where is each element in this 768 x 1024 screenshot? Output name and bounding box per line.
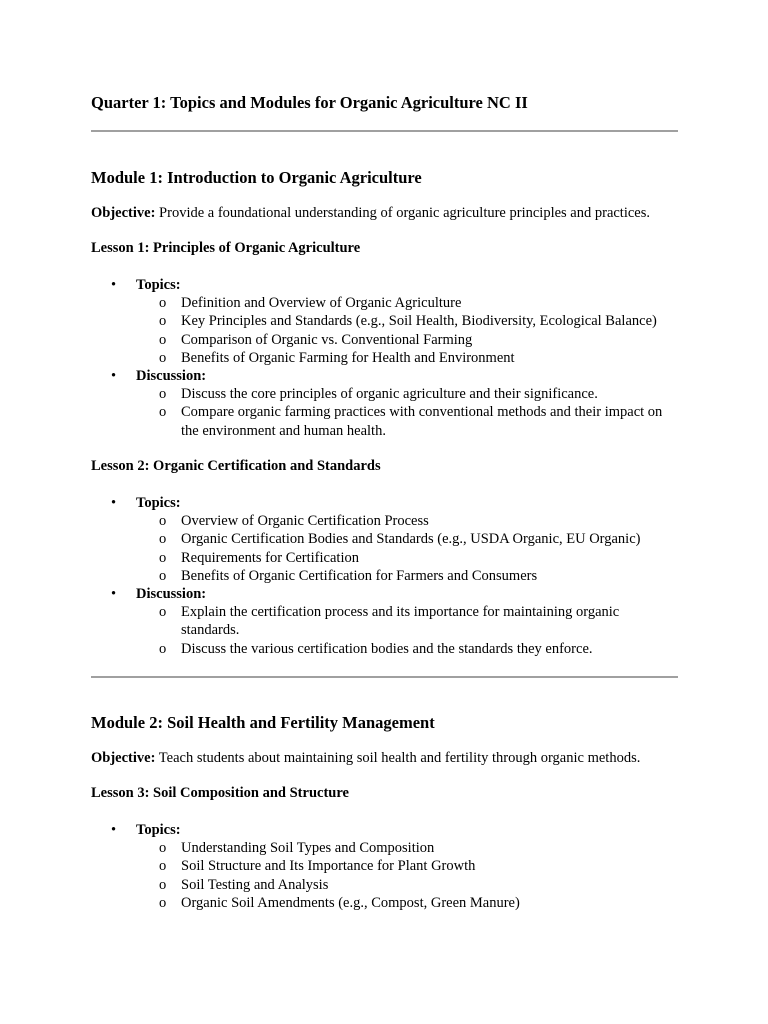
divider: [91, 676, 678, 678]
bullet-icon: •: [111, 495, 117, 511]
list-item: o Explain the certification process and its importance for maintaining organic standards.: [159, 604, 620, 639]
list-item: o Requirements for Certification: [159, 549, 359, 566]
topics-label: • Topics:: [111, 822, 181, 838]
lesson-list: [91, 494, 691, 658]
discussion-label: • Discussion:: [111, 586, 207, 602]
sub-bullet-icon: o: [159, 549, 167, 566]
sub-bullet-icon: o: [159, 331, 167, 348]
lesson-title: Lesson 1: Principles of Organic Agriculture: [91, 240, 361, 256]
list-item: o Compare organic farming practices with conventional methods and their impact on the environment and human health.: [159, 404, 663, 439]
sub-bullet-icon: o: [159, 876, 167, 893]
bullet-icon: •: [111, 277, 117, 293]
sub-bullet-icon: o: [159, 386, 167, 403]
bullet-icon: •: [111, 368, 117, 384]
list-item: o Discuss the various certification bodies and the standards they enforce.: [159, 640, 593, 657]
objective-label: Objective:: [91, 205, 156, 221]
list-item: o Overview of Organic Certification Process: [159, 513, 429, 530]
module-title: Module 1: Introduction to Organic Agriculture: [91, 168, 422, 187]
objective-text: Provide a foundational understanding of organic agriculture principles and practices.: [159, 205, 651, 221]
list-item: o Understanding Soil Types and Composition: [159, 840, 435, 857]
list-item: o Benefits of Organic Farming for Health and Environment: [159, 349, 515, 366]
list-item: o Soil Testing and Analysis: [159, 876, 329, 893]
module-title: Module 2: Soil Health and Fertility Management: [91, 713, 435, 732]
list-item: o Discuss the core principles of organic agriculture and their significance.: [159, 386, 598, 403]
objective-label: Objective:: [91, 750, 156, 766]
sub-bullet-icon: o: [159, 567, 167, 584]
discussion-label: • Discussion:: [111, 368, 207, 384]
sub-bullet-icon: o: [159, 531, 167, 548]
lesson-list: [91, 276, 691, 440]
bullet-icon: •: [111, 586, 117, 602]
sub-bullet-icon: o: [159, 894, 167, 911]
module-objective: [91, 205, 650, 222]
list-item: o Soil Structure and Its Importance for Plant Growth: [159, 858, 476, 875]
lesson-title: Lesson 2: Organic Certification and Standards: [91, 458, 381, 474]
sub-bullet-icon: o: [159, 349, 167, 366]
list-item: o Key Principles and Standards (e.g., Soil Health, Biodiversity, Ecological Balance): [159, 313, 657, 330]
list-item: o Organic Certification Bodies and Standards (e.g., USDA Organic, EU Organic): [159, 531, 641, 548]
objective-text: Teach students about maintaining soil health and fertility through organic methods.: [158, 750, 641, 766]
sub-bullet-icon: o: [159, 840, 167, 857]
sub-bullet-icon: o: [159, 295, 167, 312]
lesson-list: [91, 821, 691, 912]
sub-bullet-icon: o: [159, 313, 167, 330]
list-item: o Benefits of Organic Certification for Farmers and Consumers: [159, 567, 538, 584]
list-item: o Organic Soil Amendments (e.g., Compost, Green Manure): [159, 894, 520, 911]
topics-label: • Topics:: [111, 495, 181, 511]
module-objective: [91, 750, 640, 767]
document-title: Quarter 1: Topics and Modules for Organic Agriculture NC II: [91, 93, 528, 112]
lesson-title: Lesson 3: Soil Composition and Structure: [91, 785, 349, 801]
sub-bullet-icon: o: [159, 640, 167, 657]
bullet-icon: •: [111, 822, 117, 838]
list-item: o Comparison of Organic vs. Conventional Farming: [159, 331, 473, 348]
sub-bullet-icon: o: [159, 858, 167, 875]
sub-bullet-icon: o: [159, 404, 167, 421]
sub-bullet-icon: o: [159, 604, 167, 621]
topics-label: • Topics:: [111, 277, 181, 293]
sub-bullet-icon: o: [159, 513, 167, 530]
list-item: o Definition and Overview of Organic Agriculture: [159, 295, 462, 312]
divider: [91, 130, 678, 132]
